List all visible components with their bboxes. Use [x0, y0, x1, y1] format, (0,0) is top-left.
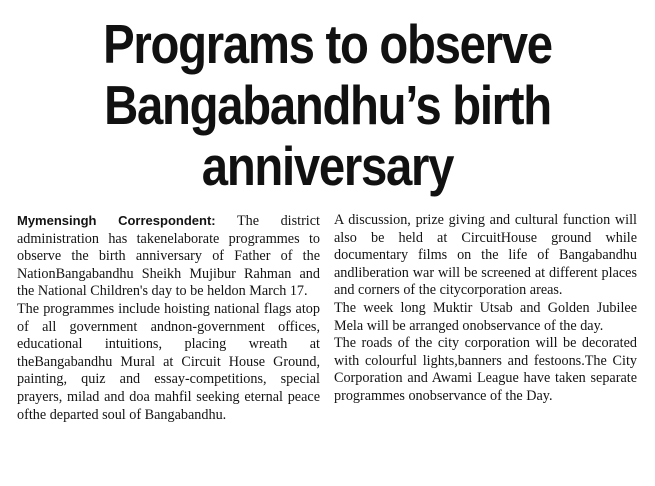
paragraph: A discussion, prize giving and cultural function will also be held at CircuitHouse ground while documentary films on the life of Bangabandhu andliberation war will be screened at different places and corners of the citycorporation areas. [334, 212, 637, 299]
column-right [334, 212, 637, 424]
headline [46, 0, 609, 197]
column-left [17, 212, 320, 424]
byline: Mymensingh Correspondent: [17, 213, 216, 228]
paragraph [17, 212, 320, 301]
paragraph-text: The district administration has takenelaborate programmes to observe the birth anniversary of Father of the NationBangabandhu Sheikh Mujibur Rahman and the National Children's day to be heldon March 17. [17, 213, 320, 300]
paragraph: The programmes include hoisting national flags atop of all government andnon-government offices, educational intuitions, placing wreath at theBangabandhu Mural at Circuit House Ground, painting, quiz and essay-competitions, special prayers, milad and doa mahfil seeking eternal peace ofthe departed soul of Bangabandhu. [17, 300, 320, 423]
headline-line-3: anniversary [201, 135, 454, 197]
paragraph: The roads of the city corporation will be decorated with colourful lights,banners and festoons.The City Corporation and Awami League have taken separate programmes onobservance of the Day. [334, 335, 637, 404]
headline-line-1: Programs to observe [103, 13, 552, 75]
paragraph: The week long Muktir Utsab and Golden Jubilee Mela will be arranged onobservance of the day. [334, 299, 637, 334]
article-body [17, 212, 637, 424]
headline-line-2: Bangabandhu’s birth [104, 74, 551, 136]
